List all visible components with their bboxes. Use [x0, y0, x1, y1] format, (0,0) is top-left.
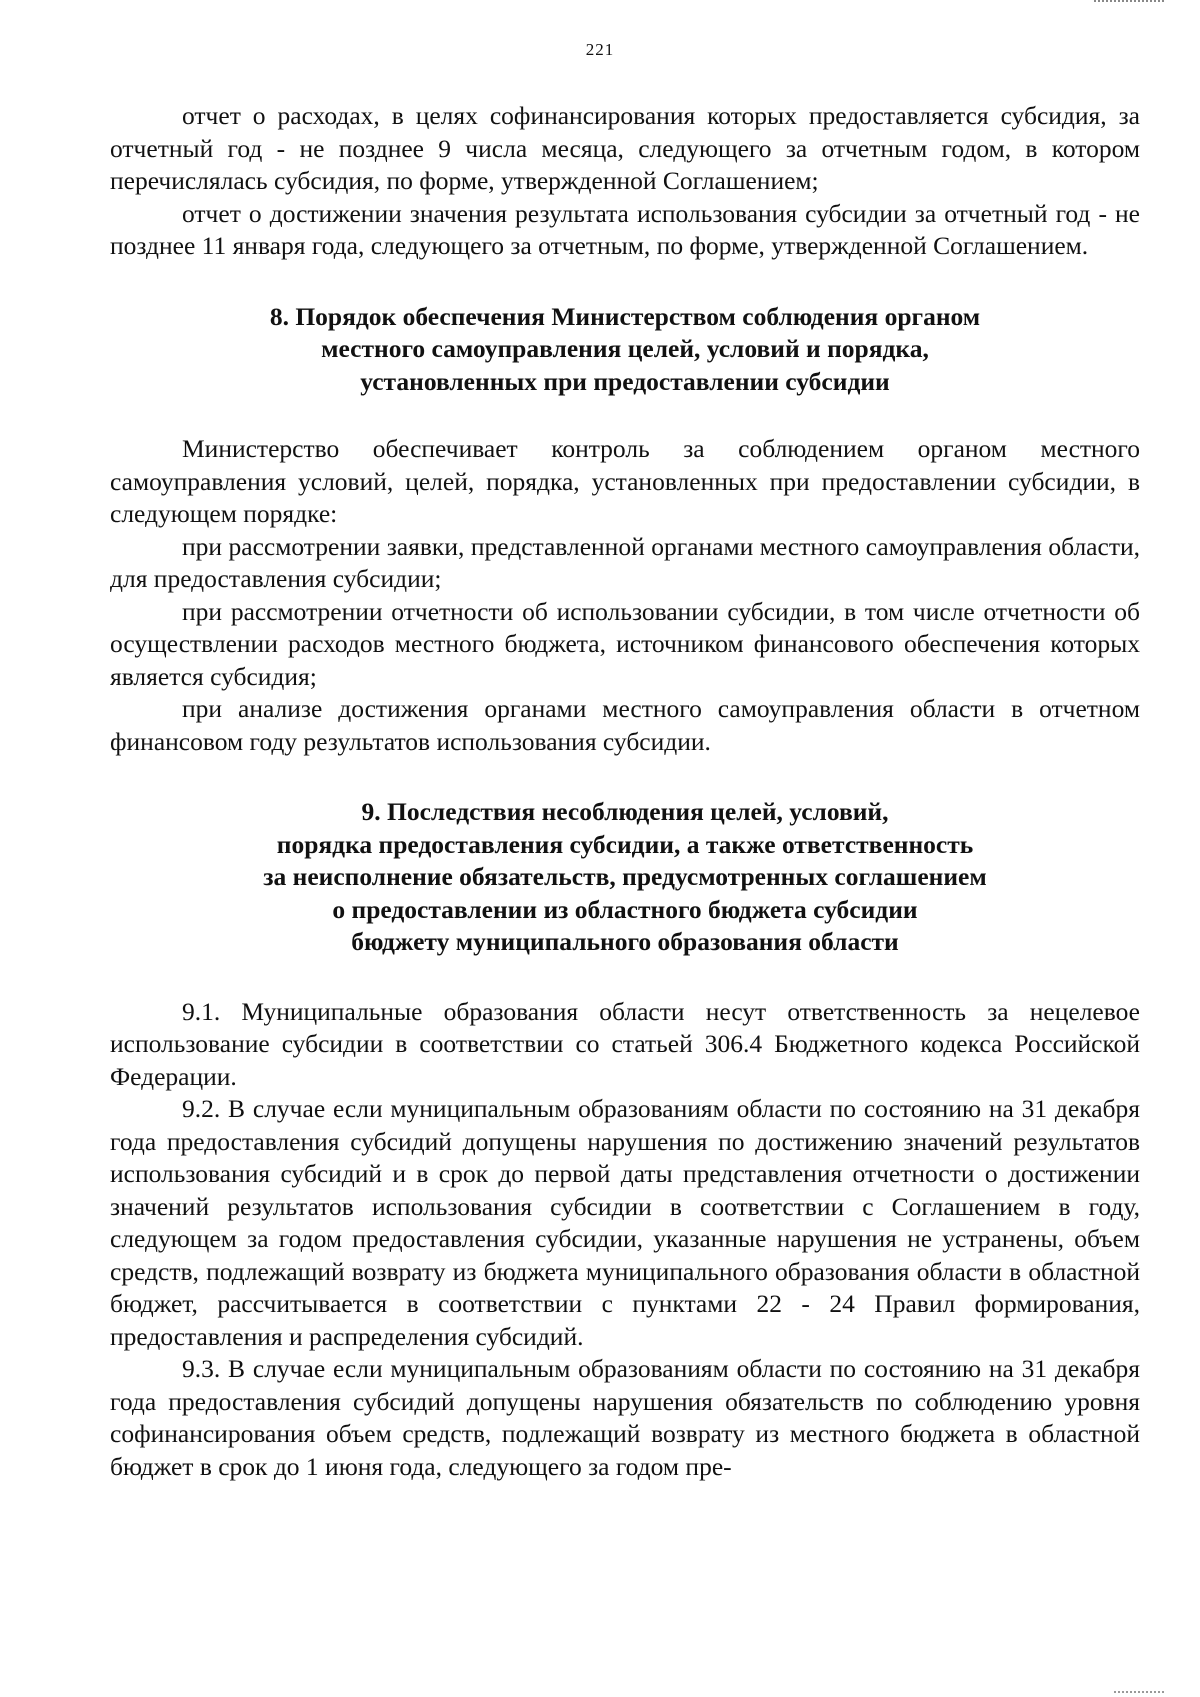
- heading-line: 8. Порядок обеспечения Министерством соблюдения органом: [269, 301, 981, 331]
- scan-mark-bottom: [1114, 1687, 1164, 1693]
- paragraph-report-result: отчет о достижении значения результата использования субсидии за отчетный год - не позднее 11 января года, следующего за отчетным, по форме, утвержденной Соглашением.: [110, 198, 1140, 260]
- scan-mark: [1094, 0, 1164, 6]
- heading-line: установленных при предоставлении субсидии: [360, 366, 890, 396]
- paragraph-report-expenses: отчет о расходах, в целях софинансирования которых предоставляется субсидия, за отчетный год - не позднее 9 числа месяца, следующего за отчетным годом, в котором перечислялась субсидия, по форме, утвержденной Соглашением;: [110, 101, 1140, 195]
- heading-line: местного самоуправления целей, условий и порядка,: [321, 334, 929, 363]
- section-8-heading: [110, 301, 1140, 399]
- heading-line: бюджету муниципального образования области: [351, 927, 899, 956]
- paragraph-9-2: 9.2. В случае если муниципальным образованиям области по состоянию на 31 декабря года предоставления субсидий допущены нарушения по достижению значений результатов использования субсидий и в срок до первой даты представления отчетности о достижении значений результатов использования субсидии в соответствии с Соглашением в году, следующем за годом предоставления субсидии, указанные нарушения не устранены, объем средств, подлежащий возврату из бюджета муниципального образования области в областной бюджет, рассчитывается в соответствии с пунктами 22 - 24 Правил формирования, предоставления и распределения субсидий.: [110, 1094, 1140, 1351]
- paragraph-9-1: 9.1. Муниципальные образования области несут ответственность за нецелевое использование субсидии в соответствии со статьей 306.4 Бюджетного кодекса Российской Федерации.: [110, 996, 1140, 1091]
- heading-line: порядка предоставления субсидии, а также ответственность: [276, 829, 974, 859]
- paragraph-9-3: 9.3. В случае если муниципальным образованиям области по состоянию на 31 декабря года предоставления субсидий допущены нарушения обязательств по соблюдению уровня софинансирования объем средств, подлежащий возврату из местного бюджета в областной бюджет в срок до 1 июня года, следующего за годом пре-: [110, 1354, 1140, 1481]
- section-9-body: [110, 996, 1140, 1484]
- paragraph: при рассмотрении отчетности об использовании субсидии, в том числе отчетности об осуществлении расходов местного бюджета, источником финансового обеспечения которых является субсидия;: [110, 596, 1140, 691]
- paragraph: при анализе достижения органами местного самоуправления области в отчетном финансовом году результатов использования субсидии.: [110, 694, 1140, 756]
- paragraph: при рассмотрении заявки, представленной органами местного самоуправления области, для предоставления субсидии;: [110, 531, 1140, 593]
- paragraph: Министерство обеспечивает контроль за соблюдением органом местного самоуправления условий, целей, порядка, установленных при предоставлении субсидии, в следующем порядке:: [110, 434, 1140, 528]
- heading-line: за неисполнение обязательств, предусмотренных соглашением: [263, 862, 987, 891]
- heading-line: 9. Последствия несоблюдения целей, условий,: [361, 797, 889, 826]
- section-8-body: [110, 433, 1140, 758]
- page-number: 221: [585, 40, 615, 59]
- heading-line: о предоставлении из областного бюджета субсидии: [332, 894, 918, 924]
- page-content: [110, 100, 1140, 1483]
- section-9-heading: [110, 796, 1140, 959]
